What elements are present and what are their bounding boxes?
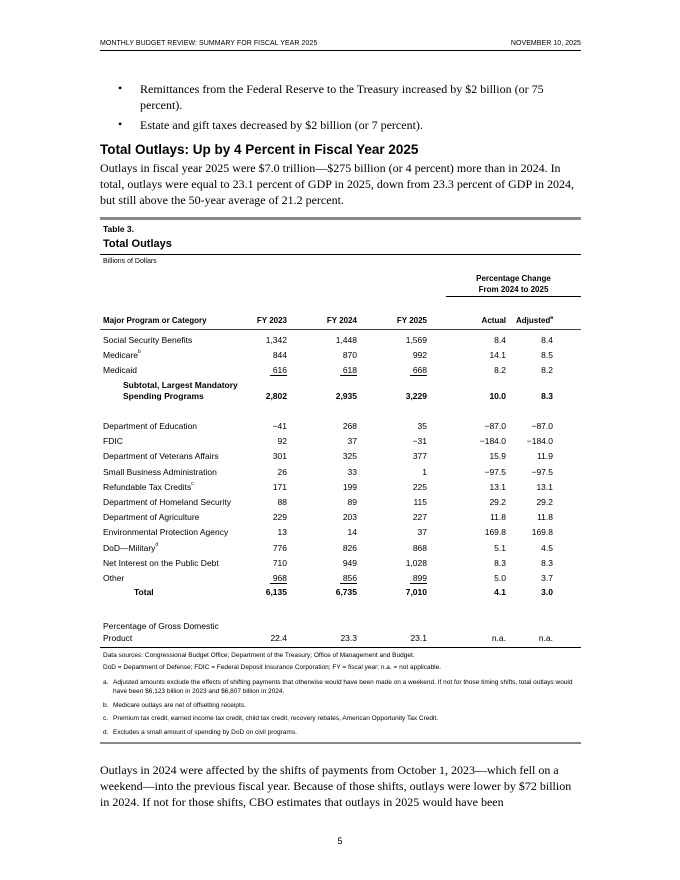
- running-header-date: NOVEMBER 10, 2025: [510, 40, 581, 47]
- table-row: Medicaid 616 618 668 8.2 8.2: [103, 365, 553, 375]
- table-row: FDIC 92 37 −31 −184.0 −184.0: [103, 436, 553, 447]
- footnote-d: Excludes a small amount of spending by DoD on civil programs.: [113, 729, 297, 736]
- col-header-fy2023: FY 2023: [256, 316, 287, 325]
- closing-paragraph: Outlays in 2024 were affected by the shifts of payments from October 1, 2023—which fell on a weekend—into the previous fiscal year. Because of those shifts, outlays were lower by $72 billion in 2024. If not for those shifts, CBO estimates that outlays in 2025 would have been: [100, 763, 572, 809]
- table-row: Department of Education −41 268 35 −87.0 −87.0: [103, 421, 553, 431]
- col-header-actual: Actual: [481, 316, 506, 325]
- pct-change-header-line1: Percentage Change: [476, 274, 551, 283]
- col-header-fy2024: FY 2024: [326, 316, 357, 325]
- bullet-marker: •: [118, 117, 123, 131]
- footnote-letter: c.: [103, 715, 109, 722]
- table-row: Department of Homeland Security 88 89 115 29.2 29.2: [103, 497, 553, 507]
- table-label: Table 3.: [103, 224, 135, 234]
- header-rule: [100, 50, 581, 51]
- col-header-category: Major Program or Category: [103, 316, 207, 325]
- col-header-fy2025: FY 2025: [396, 316, 427, 325]
- table-row: Social Security Benefits 1,342 1,448 1,569 8.4 8.4: [103, 335, 553, 345]
- table-units: Billions of Dollars: [103, 258, 157, 265]
- table-title: Total Outlays: [103, 238, 172, 250]
- total-row: Total 6,135 6,735 7,010 4.1 3.0: [134, 587, 553, 597]
- table-top-rule: [100, 217, 581, 220]
- table-row: Net Interest on the Public Debt 710 949 1,028 8.3 8.3: [103, 557, 553, 568]
- col-header-rule: [100, 329, 581, 330]
- running-header-title: MONTHLY BUDGET REVIEW: SUMMARY FOR FISCAL YEAR 2025: [100, 40, 318, 47]
- table-row: Environmental Protection Agency 13 14 37 169.8 169.8: [103, 527, 553, 538]
- table-title-rule: [100, 254, 581, 255]
- section-paragraph: Outlays in fiscal year 2025 were $7.0 trillion—$275 billion (or 4 percent) more than in 2024. In total, outlays were equal to 23.1 percent of GDP in 2025, down from 23.3 percent of GDP in 2024, but still above the 50-year average of 21.2 percent.: [100, 161, 575, 207]
- table-row: Department of Agriculture 229 203 227 11.8 11.8: [103, 512, 553, 523]
- bullet-estate-gift: Estate and gift taxes decreased by $2 billion (or 7 percent).: [140, 118, 423, 132]
- table-sources: Data sources: Congressional Budget Office; Department of the Treasury; Office of Management and Budget.: [103, 652, 415, 659]
- table-row: Medicare$^b$ 844 870 992 14.1 8.5: [103, 349, 553, 360]
- table-row: Other 968 856 899 5.0 3.7: [103, 573, 553, 583]
- pct-change-header-line2: From 2024 to 2025: [478, 285, 549, 294]
- page-number: 5: [337, 836, 343, 846]
- footnote-letter: d.: [103, 729, 109, 736]
- section-title: Total Outlays: Up by 4 Percent in Fiscal Year 2025: [100, 142, 419, 157]
- table-row: Department of Veterans Affairs 301 325 377 15.9 11.9: [103, 451, 553, 462]
- col-header-adjusted: Adjusted$^a$: [515, 315, 553, 325]
- footnote-a: Adjusted amounts exclude the effects of shifting payments that otherwise would have been made on a weekend. If not for those timing shifts, total outlays would have been $6,123 billion in 2023 and $6,807 billion in 2024.: [113, 679, 573, 695]
- gdp-row: Product 22.4 23.3 23.1 n.a. n.a.: [103, 633, 553, 643]
- footnote-letter: a.: [103, 679, 109, 686]
- footnote-b: Medicare outlays are net of offsetting receipts.: [113, 702, 246, 709]
- table-body-bottom-rule: [100, 647, 581, 648]
- subtotal-row: Spending Programs 2,802 2,935 3,229 10.0 8.3: [123, 391, 553, 401]
- gdp-label-line1: Percentage of Gross Domestic: [103, 621, 219, 631]
- footnote-letter: b.: [103, 702, 109, 709]
- table-row: Small Business Administration 26 33 1 −97.5 −97.5: [103, 466, 553, 477]
- bullet-remittances: Remittances from the Federal Reserve to the Treasury increased by $2 billion (or 75 percent).: [140, 82, 544, 112]
- footnote-c: Premium tax credit, earned income tax credit, child tax credit, recovery rebates, American Opportunity Tax Credit.: [113, 715, 439, 722]
- table-bottom-rule: [100, 742, 581, 744]
- table-abbreviations: DoD = Department of Defense; FDIC = Federal Deposit Insurance Corporation; FY = fiscal year; n.a. = not applicable.: [103, 664, 442, 671]
- table-row: DoD—Military$^d$ 776 826 868 5.1 4.5: [103, 541, 553, 553]
- pct-change-header-rule: [446, 296, 581, 297]
- table-row: Refundable Tax Credits$^c$ 171 199 225 13.1 13.1: [103, 480, 553, 492]
- subtotal-label-line1: Subtotal, Largest Mandatory: [123, 380, 238, 390]
- bullet-marker: •: [118, 81, 123, 95]
